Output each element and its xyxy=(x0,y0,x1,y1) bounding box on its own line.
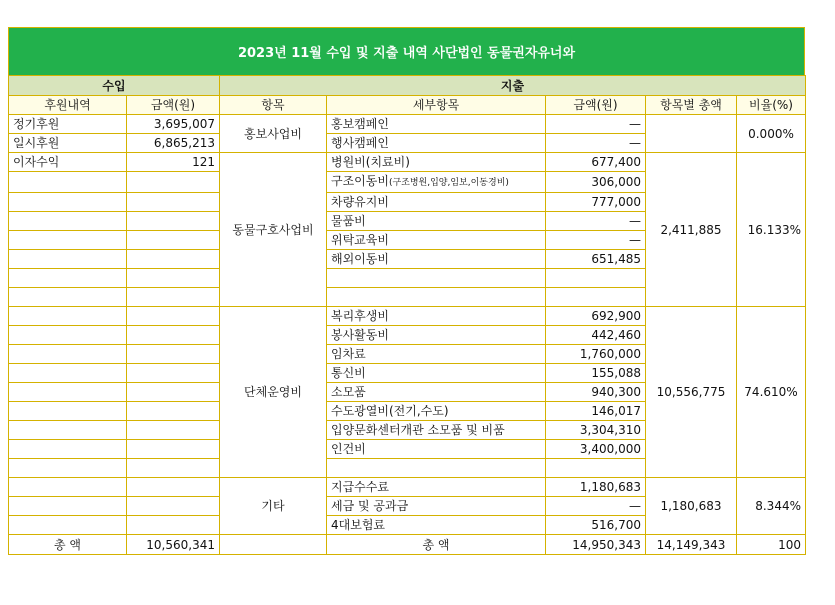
item-amount: 442,460 xyxy=(546,326,646,345)
ledger-table xyxy=(8,75,806,555)
income-amount: 121 xyxy=(127,153,220,172)
category-ratio: 8.344% xyxy=(737,478,806,535)
spreadsheet xyxy=(8,27,805,555)
item-amount: — xyxy=(546,134,646,153)
item-amount: 155,088 xyxy=(546,364,646,383)
category-rescue: 동물구호사업비 xyxy=(220,153,327,307)
item-name: 입양문화센터개관 소모품 및 비품 xyxy=(327,421,546,440)
table-row xyxy=(9,115,806,134)
item-name: 위탁교육비 xyxy=(327,231,546,250)
item-amount: 3,304,310 xyxy=(546,421,646,440)
item-amount: 677,400 xyxy=(546,153,646,172)
expense-amount-total: 14,950,343 xyxy=(546,535,646,555)
item-name: 봉사활동비 xyxy=(327,326,546,345)
item-amount: 692,900 xyxy=(546,307,646,326)
income-label: 일시후원 xyxy=(9,134,127,153)
item-name: 차량유지비 xyxy=(327,193,546,212)
item-amount: — xyxy=(546,231,646,250)
income-amount: 3,695,007 xyxy=(127,115,220,134)
item-name: 수도광열비(전기,수도) xyxy=(327,402,546,421)
item-amount: 516,700 xyxy=(546,516,646,535)
ratio-total: 100 xyxy=(737,535,806,555)
item-name: 행사캠페인 xyxy=(327,134,546,153)
income-label: 이자수익 xyxy=(9,153,127,172)
item-amount: — xyxy=(546,497,646,516)
item-amount: 3,400,000 xyxy=(546,440,646,459)
item-amount: 777,000 xyxy=(546,193,646,212)
item-name: 4대보험료 xyxy=(327,516,546,535)
item-amount: — xyxy=(546,115,646,134)
category-ratio: 0.000% xyxy=(737,115,806,153)
item-name: 인건비 xyxy=(327,440,546,459)
item-name: 통신비 xyxy=(327,364,546,383)
expense-category-total: 14,149,343 xyxy=(646,535,737,555)
income-total-label: 총 액 xyxy=(9,535,127,555)
item-amount: 306,000 xyxy=(546,172,646,193)
item-name: 임차료 xyxy=(327,345,546,364)
item-name: 복리후생비 xyxy=(327,307,546,326)
item-amount: 1,180,683 xyxy=(546,478,646,497)
col-header: 항목 xyxy=(220,96,327,115)
category-total: 1,180,683 xyxy=(646,478,737,535)
item-name: 해외이동비 xyxy=(327,250,546,269)
col-header: 세부항목 xyxy=(327,96,546,115)
section-header-row xyxy=(9,76,806,96)
item-name: 병원비(치료비) xyxy=(327,153,546,172)
category-ops: 단체운영비 xyxy=(220,307,327,478)
category-etc: 기타 xyxy=(220,478,327,535)
total-row xyxy=(9,535,806,555)
income-header: 수입 xyxy=(9,76,220,96)
col-header: 항목별 총액 xyxy=(646,96,737,115)
category-ratio: 16.133% xyxy=(737,153,806,307)
expense-total-label: 총 액 xyxy=(327,535,546,555)
income-label: 정기후원 xyxy=(9,115,127,134)
sheet-title: 2023년 11월 수입 및 지출 내역 사단법인 동물권자유너와 xyxy=(8,27,805,75)
item-note: (구조병원,입양,임보,이동경비) xyxy=(388,178,509,188)
col-header: 비율(%) xyxy=(737,96,806,115)
category-ratio: 74.610% xyxy=(737,307,806,478)
category-total: 10,556,775 xyxy=(646,307,737,478)
category-promo: 홍보사업비 xyxy=(220,115,327,153)
item-amount: 1,760,000 xyxy=(546,345,646,364)
category-total xyxy=(646,115,737,153)
col-header: 후원내역 xyxy=(9,96,127,115)
item-name: 소모품 xyxy=(327,383,546,402)
item-name: 구조이동비(구조병원,입양,임보,이동경비) xyxy=(327,172,546,193)
col-header: 금액(원) xyxy=(127,96,220,115)
col-header: 금액(원) xyxy=(546,96,646,115)
item-name: 물품비 xyxy=(327,212,546,231)
column-header-row xyxy=(9,96,806,115)
item-name: 지급수수료 xyxy=(327,478,546,497)
item-name: 세금 및 공과금 xyxy=(327,497,546,516)
item-amount: 940,300 xyxy=(546,383,646,402)
income-total: 10,560,341 xyxy=(127,535,220,555)
table-row xyxy=(9,307,806,326)
category-total: 2,411,885 xyxy=(646,153,737,307)
table-row xyxy=(9,478,806,497)
expense-header: 지출 xyxy=(220,76,806,96)
item-amount: 651,485 xyxy=(546,250,646,269)
income-amount: 6,865,213 xyxy=(127,134,220,153)
item-name: 홍보캠페인 xyxy=(327,115,546,134)
item-amount: 146,017 xyxy=(546,402,646,421)
table-row xyxy=(9,153,806,172)
item-amount: — xyxy=(546,212,646,231)
